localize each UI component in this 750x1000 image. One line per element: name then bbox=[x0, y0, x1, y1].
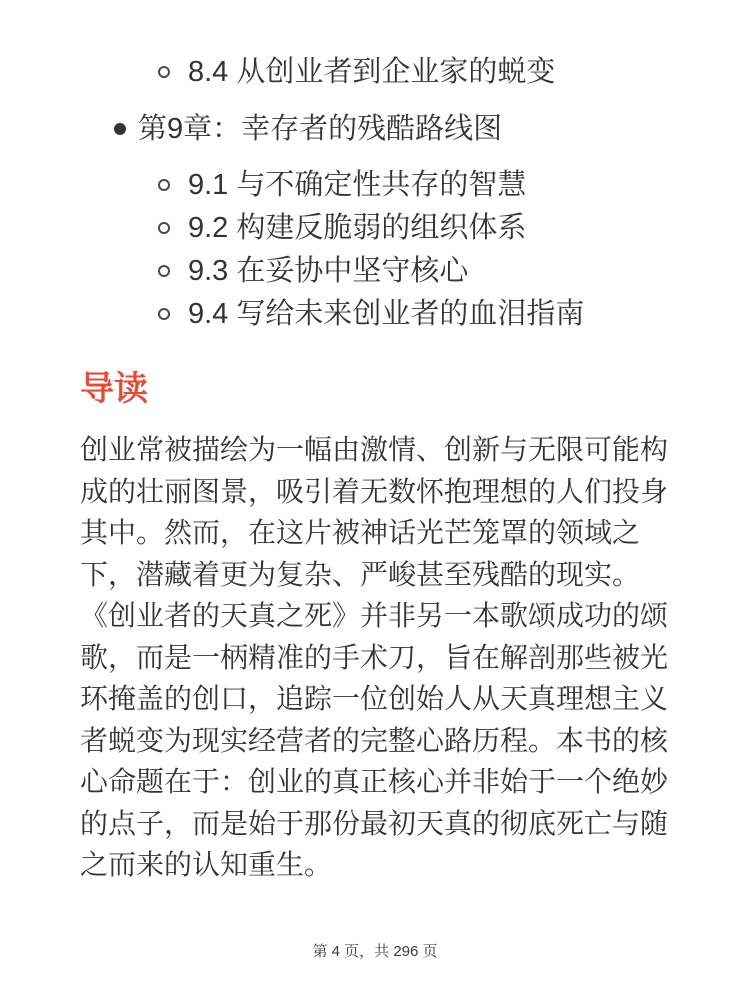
toc-item-label: 9.2 构建反脆弱的组织体系 bbox=[188, 212, 527, 244]
toc-item-9-1 bbox=[80, 169, 674, 201]
bullet-circle-icon bbox=[158, 222, 170, 234]
page-footer bbox=[0, 940, 750, 961]
bullet-circle-icon bbox=[158, 66, 170, 78]
page-indicator: 第 4 页，共 296 页 bbox=[312, 943, 438, 960]
toc-item-label: 9.4 写给未来创业者的血泪指南 bbox=[188, 298, 585, 330]
toc-item-label: 9.1 与不确定性共存的智慧 bbox=[188, 169, 527, 201]
toc-list bbox=[80, 56, 674, 330]
toc-item-chapter-9 bbox=[80, 113, 674, 145]
intro-paragraph: 创业常被描绘为一幅由激情、创新与无限可能构成的壮丽图景，吸引着无数怀抱理想的人们投身其中。然而，在这片被神话光芒笼罩的领域之下，潜藏着更为复杂、严峻甚至残酷的现实。《创业者的天真之死》并非另一本歌颂成功的颂歌，而是一柄精准的手术刀，旨在解剖那些被光环掩盖的创口，追踪一位创始人从天真理想主义者蜕变为现实经营者的完整心路历程。本书的核心命题在于：创业的真正核心并非始于一个绝妙的点子，而是始于那份最初天真的彻底死亡与随之而来的认知重生。 bbox=[80, 434, 669, 880]
bullet-circle-icon bbox=[158, 308, 170, 320]
section-heading: 导读 bbox=[80, 370, 148, 408]
bullet-disc-icon bbox=[114, 123, 126, 135]
toc-item-9-3 bbox=[80, 255, 674, 287]
toc-item-label: 8.4 从创业者到企业家的蜕变 bbox=[188, 56, 556, 88]
toc-item-8-4 bbox=[80, 56, 674, 88]
bullet-circle-icon bbox=[158, 179, 170, 191]
bullet-circle-icon bbox=[158, 265, 170, 277]
toc-item-9-4 bbox=[80, 298, 674, 330]
toc-item-label: 9.3 在妥协中坚守核心 bbox=[188, 255, 469, 287]
toc-item-9-2 bbox=[80, 212, 674, 244]
toc-item-label: 第9章：幸存者的残酷路线图 bbox=[138, 113, 503, 145]
